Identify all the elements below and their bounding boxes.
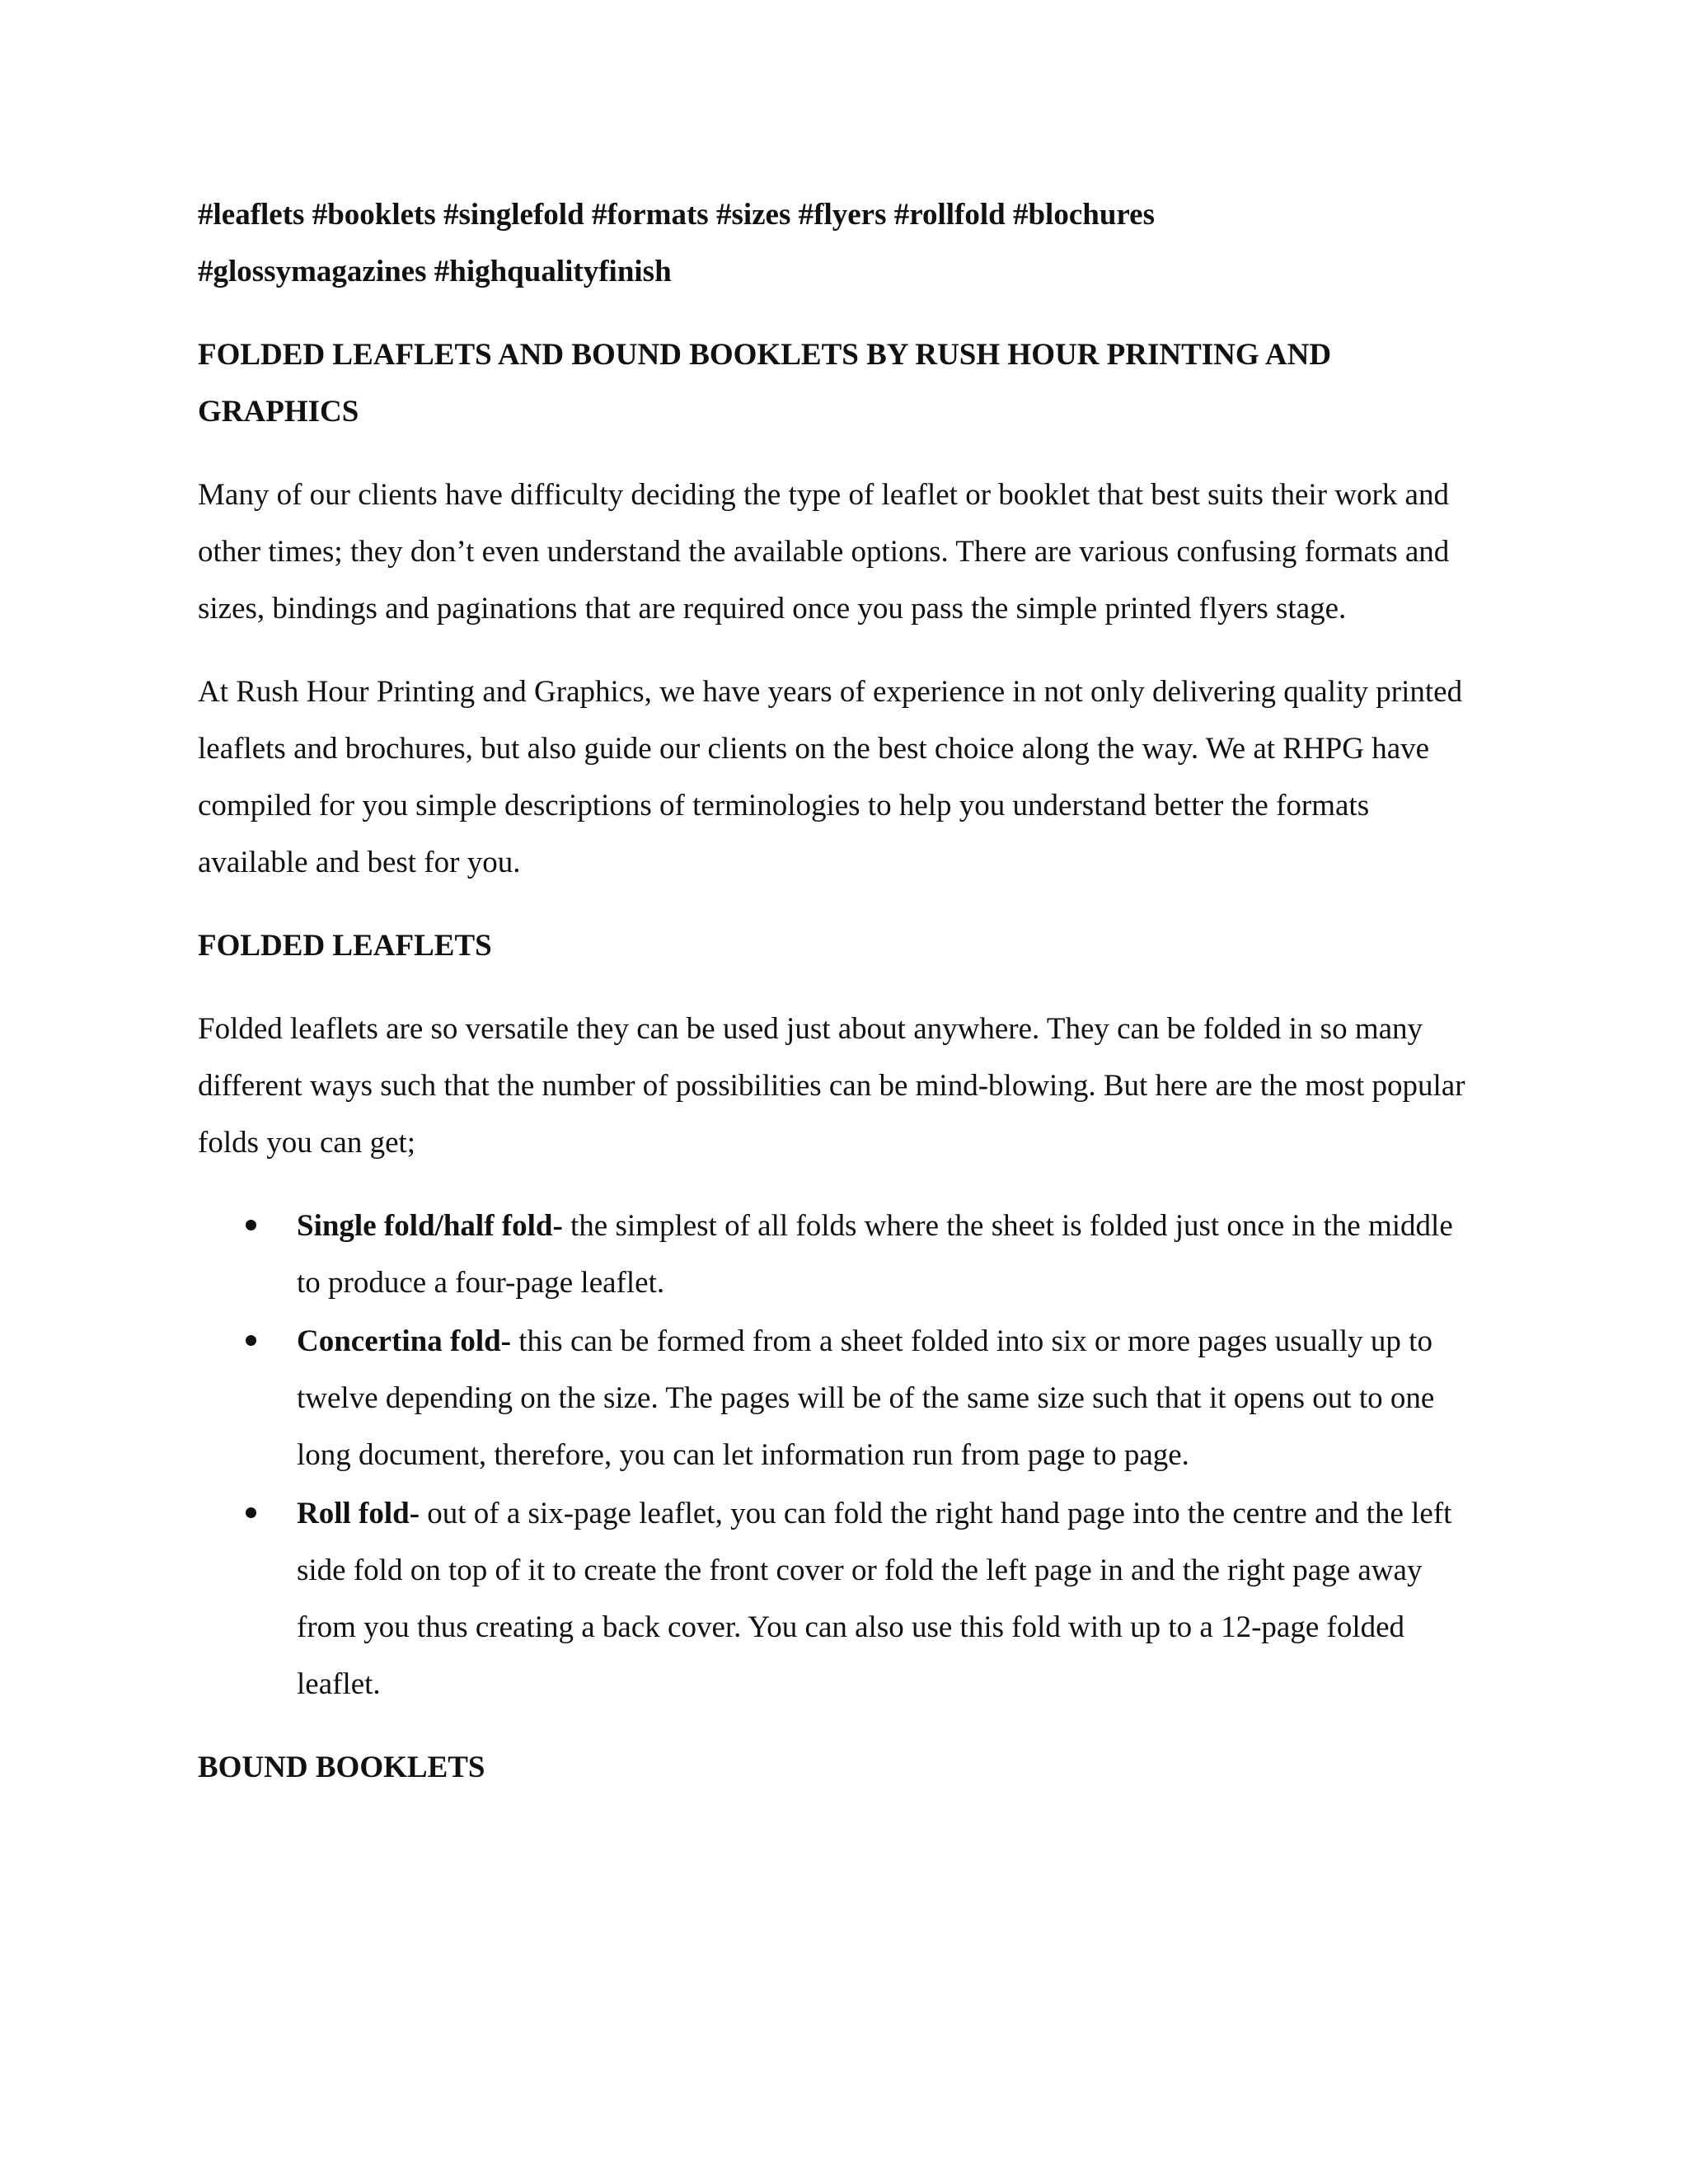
hashtags-line-1: #leaflets #booklets #singlefold #formats #sizes #flyers #rollfold #blochures <box>198 198 1155 232</box>
bullet-icon <box>246 1220 256 1230</box>
document-title: FOLDED LEAFLETS AND BOUND BOOKLETS BY RUSH HOUR PRINTING AND GRAPHICS <box>198 338 1332 429</box>
fold-types-list <box>198 1197 1484 1713</box>
bullet-term: Single fold/half fold- <box>297 1209 563 1243</box>
intro-paragraph-2: At Rush Hour Printing and Graphics, we have years of experience in not only delivering quality printed leaflets and brochures, but also guide our clients on the best choice along the way. We at RHPG have compiled for you simple descriptions of terminologies to help you understand better the formats available and best for you. <box>198 675 1463 879</box>
hashtags-line-2: #glossymagazines #highqualityfinish <box>198 255 672 288</box>
bullet-term: Roll fold- <box>297 1497 420 1530</box>
list-item-single-fold <box>297 1197 1484 1311</box>
intro-paragraph-1: Many of our clients have difficulty deciding the type of leaflet or booklet that best suits their work and other times; they don’t even understand the available options. There are various confusing formats and sizes, bindings and paginations that are required once you pass the simple printed flyers stage. <box>198 478 1450 626</box>
bullet-text: out of a six-page leaflet, you can fold the right hand page into the centre and the left side fold on top of it to create the front cover or fold the left page in and the right page away from you thus creating a back cover. You can also use this fold with up to a 12-page folded leaflet. <box>297 1497 1452 1701</box>
bullet-text: the simplest of all folds where the sheet is folded just once in the middle to produce a four-page leaflet. <box>297 1209 1453 1300</box>
hashtags-block <box>198 186 1484 300</box>
bullet-text: this can be formed from a sheet folded into six or more pages usually up to twelve depending on the size. The pages will be of the same size such that it opens out to one long document, therefore, you can let information run from page to page. <box>297 1324 1435 1472</box>
folded-leaflets-paragraph: Folded leaflets are so versatile they can be used just about anywhere. They can be folded in so many different ways such that the number of possibilities can be mind-blowing. But here are the most popular folds you can get; <box>198 1012 1465 1160</box>
list-item-concertina-fold <box>297 1313 1484 1483</box>
document-body <box>198 186 1484 1822</box>
bullet-icon <box>246 1507 256 1518</box>
section-heading-folded-leaflets: FOLDED LEAFLETS <box>198 929 492 963</box>
list-item-roll-fold <box>297 1485 1484 1713</box>
bullet-icon <box>246 1335 256 1346</box>
bullet-term: Concertina fold- <box>297 1324 511 1358</box>
section-heading-bound-booklets: BOUND BOOKLETS <box>198 1750 485 1784</box>
